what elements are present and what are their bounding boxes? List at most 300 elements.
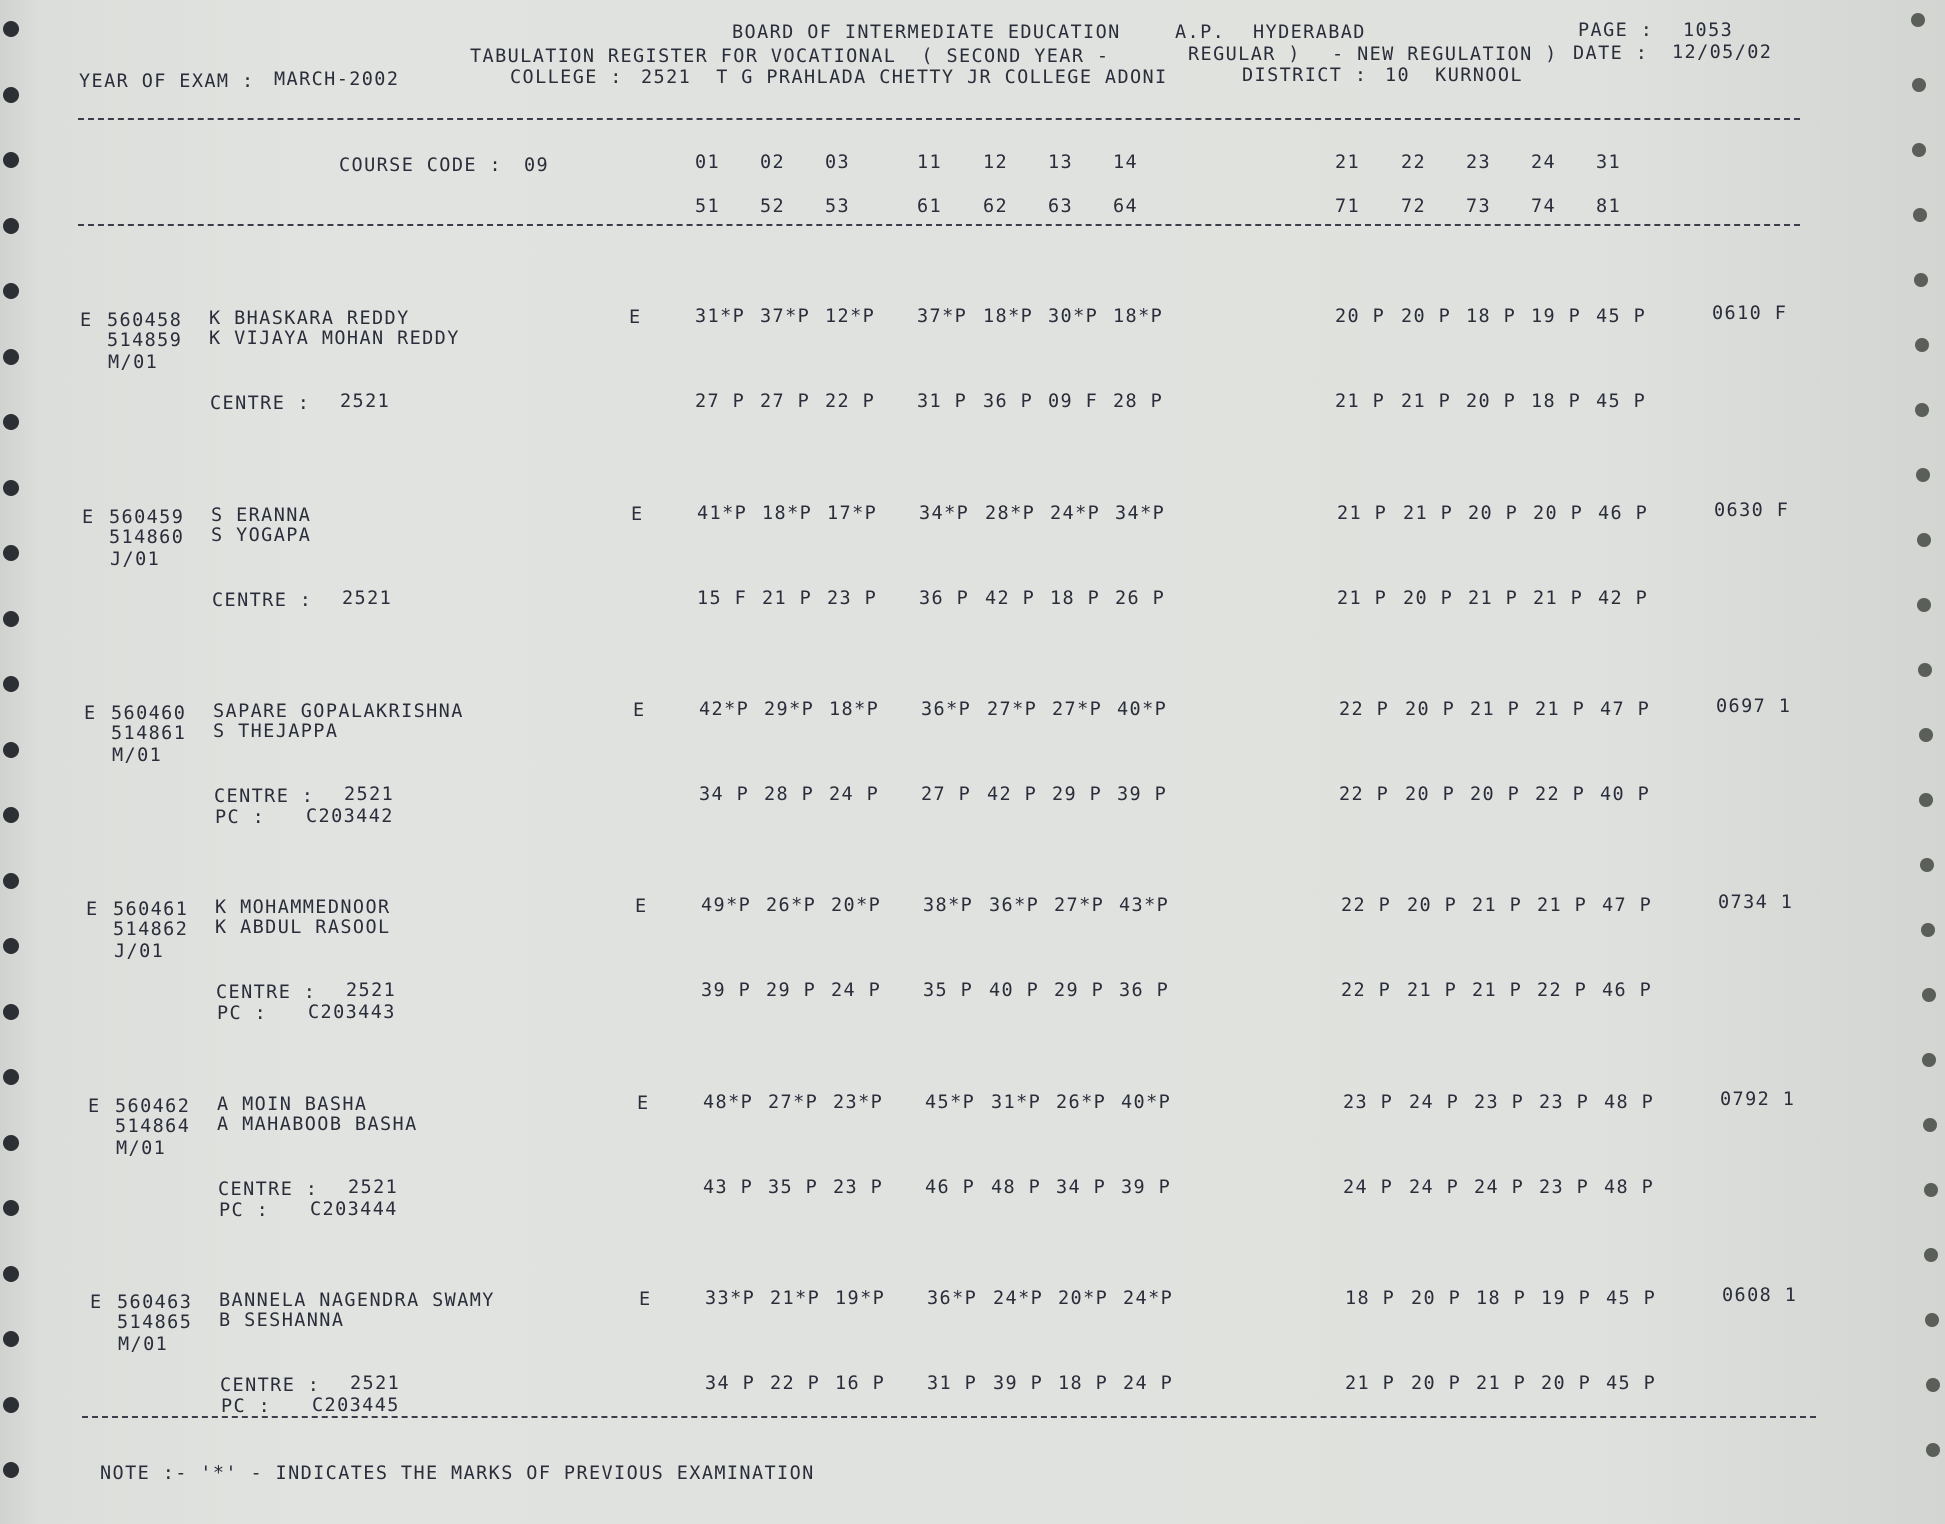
hall-ticket-number: 560463	[117, 1292, 193, 1313]
mark-previous: 22 P	[1341, 980, 1392, 1001]
mark-previous: 28 P	[764, 784, 815, 805]
subject-code: 62	[983, 196, 1009, 217]
perforation-hole	[1917, 598, 1931, 612]
perforation-hole	[1924, 1183, 1938, 1197]
mark-current: 31*P	[695, 306, 746, 327]
mark-current: 36*P	[927, 1288, 978, 1309]
perforation-hole	[3, 1331, 19, 1347]
district-label: DISTRICT :	[1242, 65, 1368, 86]
perforation-hole	[3, 349, 19, 365]
mark-previous: 35 P	[923, 980, 974, 1001]
total-result: 0734 1	[1718, 892, 1794, 913]
mark-previous: 15 F	[697, 588, 748, 609]
total-result: 0610 F	[1712, 303, 1788, 324]
father-name: K VIJAYA MOHAN REDDY	[209, 328, 460, 349]
mark-previous: 22 P	[825, 391, 876, 412]
roll-number: 514861	[111, 723, 187, 744]
mark-previous: 23 P	[833, 1177, 884, 1198]
perforation-hole	[3, 1200, 19, 1216]
mark-current: 48 P	[1604, 1092, 1655, 1113]
father-name: A MAHABOOB BASHA	[217, 1114, 418, 1135]
subject-code: 03	[825, 152, 851, 173]
mark-current: 28*P	[985, 503, 1036, 524]
mark-current: 38*P	[923, 895, 974, 916]
mark-previous: 45 P	[1596, 391, 1647, 412]
perforation-hole	[1911, 13, 1925, 27]
mark-current: 18*P	[829, 699, 880, 720]
year-value: MARCH-2002	[274, 69, 400, 90]
mark-current: 20 P	[1401, 306, 1452, 327]
perforation-hole	[1922, 1053, 1936, 1067]
record-flag: E	[86, 899, 99, 920]
mark-current: 18*P	[983, 306, 1034, 327]
mark-previous: 20 P	[1411, 1373, 1462, 1394]
centre-label: CENTRE :	[212, 590, 313, 611]
mark-previous: 27 P	[695, 391, 746, 412]
college-label: COLLEGE :	[510, 67, 623, 88]
centre-value: 2521	[340, 391, 391, 412]
record-flag: E	[80, 310, 93, 331]
mark-current: 20 P	[1407, 895, 1458, 916]
mark-current: 20 P	[1411, 1288, 1462, 1309]
perforation-hole	[1922, 988, 1936, 1002]
subject-code: 21	[1335, 152, 1361, 173]
mark-previous: 20 P	[1405, 784, 1456, 805]
mark-previous: 31 P	[917, 391, 968, 412]
mark-current: 34*P	[1115, 503, 1166, 524]
mark-current: 37*P	[760, 306, 811, 327]
subject-code: 12	[983, 152, 1009, 173]
mark-previous: 23 P	[1539, 1177, 1590, 1198]
course-code-label: COURSE CODE :	[339, 155, 502, 176]
perforation-hole	[1920, 858, 1934, 872]
mark-previous: 43 P	[703, 1177, 754, 1198]
record-flag: E	[90, 1292, 103, 1313]
mark-previous: 18 P	[1531, 391, 1582, 412]
total-result: 0630 F	[1714, 500, 1790, 521]
mark-previous: 27 P	[760, 391, 811, 412]
mark-previous: 39 P	[1117, 784, 1168, 805]
pc-label: PC :	[221, 1396, 272, 1417]
mark-previous: 26 P	[1115, 588, 1166, 609]
mark-previous: 24 P	[1343, 1177, 1394, 1198]
mark-previous: 39 P	[993, 1373, 1044, 1394]
mark-current: 27*P	[1052, 699, 1103, 720]
year-label: YEAR OF EXAM :	[79, 71, 255, 92]
student-name: K BHASKARA REDDY	[209, 308, 410, 329]
college-value: 2521 T G PRAHLADA CHETTY JR COLLEGE ADONI	[641, 67, 1168, 88]
category-code: M/01	[108, 352, 159, 373]
perforation-hole	[3, 1069, 19, 1085]
mark-previous: 20 P	[1470, 784, 1521, 805]
perforation-hole	[1918, 663, 1932, 677]
mark-current: 19 P	[1541, 1288, 1592, 1309]
mark-current: 21 P	[1470, 699, 1521, 720]
mark-previous: 09 F	[1048, 391, 1099, 412]
mark-previous: 36 P	[1119, 980, 1170, 1001]
perforation-hole	[3, 676, 19, 692]
category-code: J/01	[114, 941, 165, 962]
mark-current: 23 P	[1343, 1092, 1394, 1113]
hall-ticket-number: 560461	[113, 899, 189, 920]
medium-code: E	[629, 307, 642, 328]
pc-label: PC :	[217, 1003, 268, 1024]
hall-ticket-number: 560462	[115, 1096, 191, 1117]
mark-previous: 27 P	[921, 784, 972, 805]
hall-ticket-number: 560460	[111, 703, 187, 724]
mark-current: 45 P	[1596, 306, 1647, 327]
mark-current: 23 P	[1474, 1092, 1525, 1113]
mark-current: 23 P	[1539, 1092, 1590, 1113]
perforation-hole	[3, 938, 19, 954]
perforation-hole	[3, 545, 19, 561]
mark-previous: 29 P	[1052, 784, 1103, 805]
mark-current: 22 P	[1341, 895, 1392, 916]
mark-previous: 21 P	[1335, 391, 1386, 412]
centre-label: CENTRE :	[214, 786, 315, 807]
pc-label: PC :	[219, 1200, 270, 1221]
pc-value: C203442	[306, 806, 394, 827]
centre-label: CENTRE :	[216, 982, 317, 1003]
roll-number: 514860	[109, 527, 185, 548]
medium-code: E	[633, 700, 646, 721]
perforation-hole	[3, 1462, 19, 1478]
subject-code: 23	[1466, 152, 1492, 173]
mark-previous: 22 P	[1339, 784, 1390, 805]
mark-current: 24*P	[1050, 503, 1101, 524]
centre-value: 2521	[346, 980, 397, 1001]
mark-current: 20*P	[1058, 1288, 1109, 1309]
board-city: HYDERABAD	[1253, 22, 1366, 43]
centre-value: 2521	[342, 588, 393, 609]
roll-number: 514864	[115, 1116, 191, 1137]
mark-current: 18 P	[1476, 1288, 1527, 1309]
subject-code: 74	[1531, 196, 1557, 217]
mark-previous: 34 P	[705, 1373, 756, 1394]
hall-ticket-number: 560458	[107, 310, 183, 331]
mark-current: 43*P	[1119, 895, 1170, 916]
subject-code: 14	[1113, 152, 1139, 173]
mark-current: 41*P	[697, 503, 748, 524]
total-result: 0697 1	[1716, 696, 1792, 717]
centre-label: CENTRE :	[218, 1179, 319, 1200]
new-regulation-label: - NEW REGULATION )	[1332, 44, 1558, 65]
perforation-hole	[1926, 1378, 1940, 1392]
mark-current: 21 P	[1472, 895, 1523, 916]
mark-previous: 40 P	[989, 980, 1040, 1001]
perforation-hole	[3, 742, 19, 758]
mark-previous: 46 P	[1602, 980, 1653, 1001]
mark-previous: 21 P	[1407, 980, 1458, 1001]
mark-previous: 23 P	[827, 588, 878, 609]
mark-current: 21 P	[1337, 503, 1388, 524]
mark-previous: 16 P	[835, 1373, 886, 1394]
perforation-hole	[1914, 273, 1928, 287]
mark-current: 45 P	[1606, 1288, 1657, 1309]
mark-current: 17*P	[827, 503, 878, 524]
perforation-hole	[1913, 208, 1927, 222]
perforation-hole	[3, 218, 19, 234]
subject-code: 81	[1596, 196, 1622, 217]
pc-label: PC :	[215, 807, 266, 828]
centre-label: CENTRE :	[220, 1375, 321, 1396]
perforation-hole	[1915, 403, 1929, 417]
perforation-hole	[3, 87, 19, 103]
father-name: S YOGAPA	[211, 525, 312, 546]
mark-current: 24 P	[1409, 1092, 1460, 1113]
mark-previous: 22 P	[1535, 784, 1586, 805]
mark-previous: 24 P	[829, 784, 880, 805]
mark-current: 21*P	[770, 1288, 821, 1309]
mark-current: 46 P	[1598, 503, 1649, 524]
mark-previous: 42 P	[985, 588, 1036, 609]
mark-current: 20*P	[831, 895, 882, 916]
mark-current: 12*P	[825, 306, 876, 327]
subject-code: 24	[1531, 152, 1557, 173]
mark-current: 27*P	[987, 699, 1038, 720]
mark-current: 42*P	[699, 699, 750, 720]
mark-previous: 21 P	[1472, 980, 1523, 1001]
mark-current: 49*P	[701, 895, 752, 916]
perforation-hole	[1912, 78, 1926, 92]
perforation-hole	[3, 1397, 19, 1413]
pc-value: C203445	[312, 1395, 400, 1416]
subject-code: 61	[917, 196, 943, 217]
mark-current: 18*P	[762, 503, 813, 524]
centre-label: CENTRE :	[210, 393, 311, 414]
perforation-hole	[3, 611, 19, 627]
mark-current: 36*P	[989, 895, 1040, 916]
mark-current: 18 P	[1345, 1288, 1396, 1309]
mark-previous: 29 P	[766, 980, 817, 1001]
mark-previous: 42 P	[1598, 588, 1649, 609]
footnote: NOTE :- '*' - INDICATES THE MARKS OF PREVIOUS EXAMINATION	[100, 1463, 815, 1484]
subject-code: 53	[825, 196, 851, 217]
perforation-hole	[1924, 1248, 1938, 1262]
mark-previous: 24 P	[1409, 1177, 1460, 1198]
perforation-hole	[1925, 1313, 1939, 1327]
mark-current: 23*P	[833, 1092, 884, 1113]
separator-line	[82, 1416, 1816, 1418]
mark-current: 20 P	[1468, 503, 1519, 524]
perforation-hole	[1926, 1443, 1940, 1457]
student-name: S ERANNA	[211, 505, 312, 526]
mark-previous: 46 P	[925, 1177, 976, 1198]
mark-current: 19 P	[1531, 306, 1582, 327]
mark-current: 36*P	[921, 699, 972, 720]
perforation-hole	[3, 480, 19, 496]
record-flag: E	[88, 1096, 101, 1117]
separator-line	[78, 224, 1800, 226]
district-value: 10 KURNOOL	[1385, 65, 1523, 86]
mark-current: 30*P	[1048, 306, 1099, 327]
mark-previous: 39 P	[1121, 1177, 1172, 1198]
mark-current: 21 P	[1535, 699, 1586, 720]
mark-previous: 42 P	[987, 784, 1038, 805]
mark-current: 40*P	[1117, 699, 1168, 720]
mark-previous: 36 P	[983, 391, 1034, 412]
subject-code: 31	[1596, 152, 1622, 173]
student-name: SAPARE GOPALAKRISHNA	[213, 701, 464, 722]
date-label: DATE :	[1573, 43, 1649, 64]
total-result: 0792 1	[1720, 1089, 1796, 1110]
medium-code: E	[631, 504, 644, 525]
perforation-hole	[1917, 533, 1931, 547]
course-code-value: 09	[524, 155, 550, 176]
medium-code: E	[637, 1093, 650, 1114]
mark-previous: 29 P	[1054, 980, 1105, 1001]
mark-previous: 24 P	[1123, 1373, 1174, 1394]
mark-current: 24*P	[1123, 1288, 1174, 1309]
mark-current: 27*P	[1054, 895, 1105, 916]
mark-current: 27*P	[768, 1092, 819, 1113]
mark-previous: 45 P	[1606, 1373, 1657, 1394]
mark-previous: 21 P	[1337, 588, 1388, 609]
mark-current: 20 P	[1533, 503, 1584, 524]
student-name: K MOHAMMEDNOOR	[215, 897, 391, 918]
perforation-hole	[1921, 923, 1935, 937]
perforation-hole	[3, 1135, 19, 1151]
subject-code: 51	[695, 196, 721, 217]
perforation-hole	[3, 873, 19, 889]
subject-code: 13	[1048, 152, 1074, 173]
mark-current: 20 P	[1335, 306, 1386, 327]
perforation-hole	[3, 21, 19, 37]
mark-current: 40*P	[1121, 1092, 1172, 1113]
mark-previous: 21 P	[762, 588, 813, 609]
centre-value: 2521	[344, 784, 395, 805]
mark-current: 18*P	[1113, 306, 1164, 327]
pc-value: C203444	[310, 1199, 398, 1220]
roll-number: 514865	[117, 1312, 193, 1333]
date-value: 12/05/02	[1672, 42, 1773, 63]
perforation-hole	[3, 807, 19, 823]
mark-previous: 40 P	[1600, 784, 1651, 805]
category-code: M/01	[116, 1138, 167, 1159]
centre-value: 2521	[348, 1177, 399, 1198]
mark-previous: 34 P	[699, 784, 750, 805]
category-code: M/01	[118, 1334, 169, 1355]
perforation-hole	[1919, 793, 1933, 807]
subject-code: 64	[1113, 196, 1139, 217]
category-code: M/01	[112, 745, 163, 766]
regular-label: REGULAR )	[1188, 44, 1301, 65]
perforation-hole	[1915, 338, 1929, 352]
mark-previous: 48 P	[1604, 1177, 1655, 1198]
mark-current: 47 P	[1600, 699, 1651, 720]
mark-previous: 39 P	[701, 980, 752, 1001]
board-title: BOARD OF INTERMEDIATE EDUCATION	[732, 22, 1121, 43]
medium-code: E	[639, 1289, 652, 1310]
mark-current: 22 P	[1339, 699, 1390, 720]
roll-number: 514859	[107, 330, 183, 351]
mark-previous: 21 P	[1533, 588, 1584, 609]
mark-previous: 20 P	[1541, 1373, 1592, 1394]
mark-previous: 31 P	[927, 1373, 978, 1394]
subject-code: 71	[1335, 196, 1361, 217]
student-name: A MOIN BASHA	[217, 1094, 368, 1115]
perforation-hole	[1923, 1118, 1937, 1132]
mark-previous: 21 P	[1345, 1373, 1396, 1394]
perforation-hole	[1916, 468, 1930, 482]
mark-current: 26*P	[766, 895, 817, 916]
mark-current: 26*P	[1056, 1092, 1107, 1113]
subject-code: 73	[1466, 196, 1492, 217]
subject-code: 52	[760, 196, 786, 217]
mark-current: 18 P	[1466, 306, 1517, 327]
subject-code: 01	[695, 152, 721, 173]
page-label: PAGE :	[1578, 20, 1654, 41]
perforation-hole	[3, 1004, 19, 1020]
mark-previous: 48 P	[991, 1177, 1042, 1198]
father-name: S THEJAPPA	[213, 721, 339, 742]
mark-current: 34*P	[919, 503, 970, 524]
mark-previous: 34 P	[1056, 1177, 1107, 1198]
mark-previous: 28 P	[1113, 391, 1164, 412]
perforation-hole	[3, 152, 19, 168]
father-name: K ABDUL RASOOL	[215, 917, 391, 938]
medium-code: E	[635, 896, 648, 917]
mark-current: 20 P	[1405, 699, 1456, 720]
perforation-hole	[1919, 728, 1933, 742]
mark-previous: 24 P	[1474, 1177, 1525, 1198]
mark-current: 21 P	[1403, 503, 1454, 524]
subject-code: 02	[760, 152, 786, 173]
register-title: TABULATION REGISTER FOR VOCATIONAL ( SECOND YEAR -	[470, 46, 1110, 67]
subject-code: 72	[1401, 196, 1427, 217]
record-flag: E	[84, 703, 97, 724]
category-code: J/01	[110, 549, 161, 570]
perforation-hole	[3, 283, 19, 299]
mark-current: 48*P	[703, 1092, 754, 1113]
perforation-hole	[1912, 143, 1926, 157]
perforation-hole	[3, 1266, 19, 1282]
mark-previous: 22 P	[1537, 980, 1588, 1001]
mark-current: 29*P	[764, 699, 815, 720]
mark-current: 47 P	[1602, 895, 1653, 916]
record-flag: E	[82, 507, 95, 528]
mark-previous: 36 P	[919, 588, 970, 609]
mark-previous: 18 P	[1050, 588, 1101, 609]
mark-previous: 21 P	[1401, 391, 1452, 412]
perforation-hole	[3, 414, 19, 430]
mark-current: 21 P	[1537, 895, 1588, 916]
subject-code: 11	[917, 152, 943, 173]
mark-previous: 22 P	[770, 1373, 821, 1394]
separator-line	[78, 118, 1800, 120]
mark-previous: 18 P	[1058, 1373, 1109, 1394]
mark-current: 37*P	[917, 306, 968, 327]
roll-number: 514862	[113, 919, 189, 940]
father-name: B SESHANNA	[219, 1310, 345, 1331]
mark-previous: 20 P	[1466, 391, 1517, 412]
mark-previous: 21 P	[1476, 1373, 1527, 1394]
mark-current: 31*P	[991, 1092, 1042, 1113]
mark-current: 45*P	[925, 1092, 976, 1113]
mark-current: 33*P	[705, 1288, 756, 1309]
subject-code: 63	[1048, 196, 1074, 217]
centre-value: 2521	[350, 1373, 401, 1394]
subject-code: 22	[1401, 152, 1427, 173]
mark-previous: 20 P	[1403, 588, 1454, 609]
mark-previous: 21 P	[1468, 588, 1519, 609]
page-number: 1053	[1683, 20, 1734, 41]
hall-ticket-number: 560459	[109, 507, 185, 528]
pc-value: C203443	[308, 1002, 396, 1023]
total-result: 0608 1	[1722, 1285, 1798, 1306]
mark-previous: 35 P	[768, 1177, 819, 1198]
mark-current: 24*P	[993, 1288, 1044, 1309]
